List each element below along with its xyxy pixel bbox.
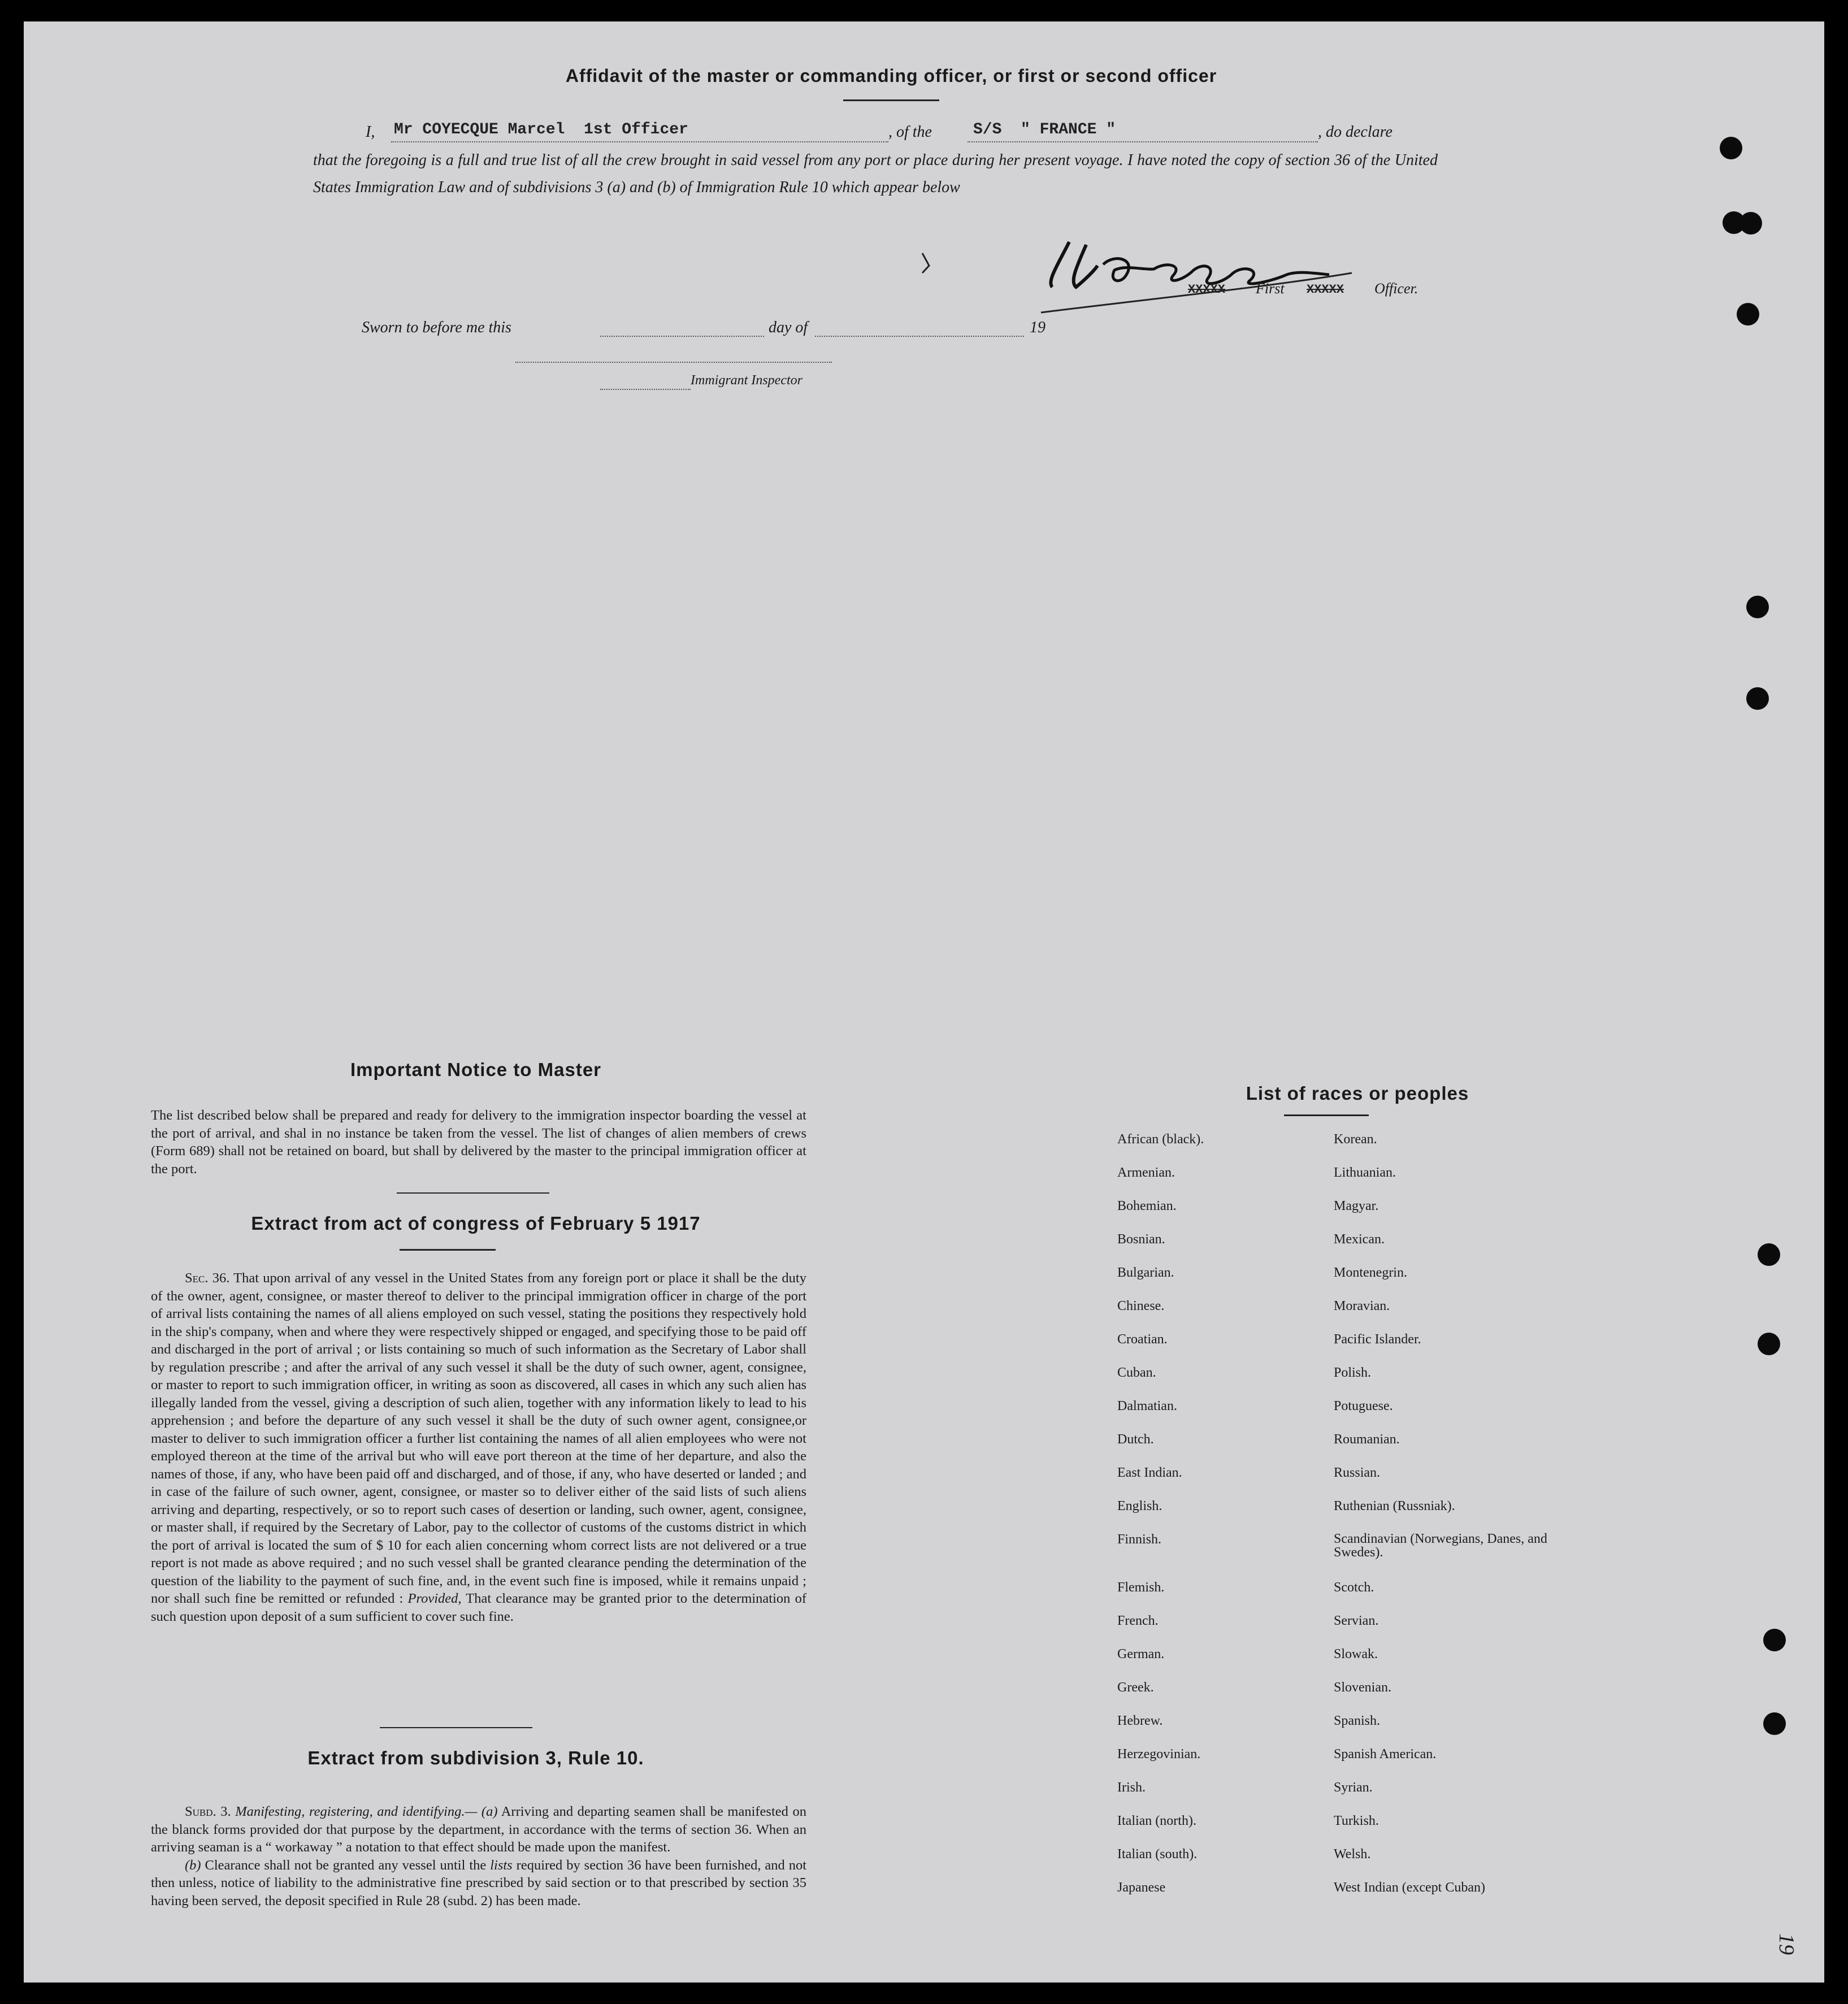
subd3-text-b2: required by section 36 have been furnished, and not then unless, notice of liability to the administrative fine prescribed by said section or to that prescribed by section 35 having been served, the deposit specified in Rule 28 (subd. 2) has been made. bbox=[151, 1857, 807, 1908]
race-item: Potuguese. bbox=[1334, 1399, 1393, 1413]
race-item: Chinese. bbox=[1117, 1299, 1165, 1313]
race-item: African (black). bbox=[1117, 1132, 1204, 1147]
race-item: Syrian. bbox=[1334, 1780, 1373, 1795]
officer-strike-2: XXXXX bbox=[1307, 283, 1344, 297]
race-item: Hebrew. bbox=[1117, 1714, 1163, 1728]
race-item: Irish. bbox=[1117, 1780, 1146, 1795]
officer-first: First bbox=[1256, 280, 1285, 297]
race-item: Flemish. bbox=[1117, 1580, 1165, 1595]
notice-rule bbox=[397, 1192, 549, 1194]
sworn-month-line bbox=[815, 336, 1024, 337]
race-item: Spanish American. bbox=[1334, 1747, 1437, 1762]
race-item: Japanese bbox=[1117, 1880, 1166, 1895]
manifest-page bbox=[24, 21, 1824, 1983]
race-item: Montenegrin. bbox=[1334, 1265, 1407, 1280]
punch-hole bbox=[1763, 1629, 1786, 1651]
race-item: Finnish. bbox=[1117, 1532, 1162, 1547]
race-item: Bulgarian. bbox=[1117, 1265, 1174, 1280]
inspector-label: Immigrant Inspector bbox=[691, 373, 802, 388]
affidavit-i: I, bbox=[366, 123, 375, 141]
affidavit-name-value: Mr COYECQUE Marcel 1st Officer bbox=[394, 121, 688, 138]
race-item: Pacific Islander. bbox=[1334, 1332, 1421, 1347]
officer-title: Officer. bbox=[1374, 280, 1418, 297]
race-item: Slowak. bbox=[1334, 1647, 1378, 1662]
race-item: Polish. bbox=[1334, 1365, 1372, 1380]
punch-hole bbox=[1746, 596, 1769, 618]
page-number: 19 bbox=[1775, 1933, 1798, 1955]
affidavit-title-rule bbox=[843, 99, 939, 101]
sec36-body: That upon arrival of any vessel in the United States from any foreign port or place it shall be the duty of the owner, agent, consignee, or master thereof to deliver to the principal immigration officer in charge of the port of arrival lists containing the names of all aliens employed on such vessel, stating the positions they respectively hold in the ship's company, when and where they were respectively shipped or engaged, and specifying those to be paid off and discharged in the port of arrival ; or lists containing so much of such information as the Secretary of Labor shall by regulation prescribe ; and after the arrival of any such vessel it shall be the duty of such owner, agent, consignee, or master to report to such immigration officer, in writing as soon as discovered, all cases in which any such alien has illegally landed from the vessel, giving a description of such alien, together with any information likely to lead to his apprehension ; and before the departure of any such vessel it shall be the duty of such owner agent, consignee,or master to deliver to such immigration officer a further list containing the names of all alien employees who were not employed thereon at the time of the arrival but who will eave port thereon at the time of her departure, and also the names of those, if any, who have been paid off and discharged, and of those, if any, who have deserted or landed ; and in case of the failure of such owner, agent, consignee, or master so to deliver either of the said lists of such aliens arriving and departing, respectively, or so to report such cases of desertion or landing, such owner, agent, consignee, or master shall, if required by the Secretary of Labor, pay to the collector of customs of the customs district in which the port of arrival is located the sum of $ 10 for each alien concerning whom correct lists are not delivered or a true report is not made as above required ; and no such vessel shall be granted clearance pending the determination of the question of the liability to the payment of such fine, and, in the event such fine is imposed, while it remains unpaid ; nor shall such fine be remitted or refunded : bbox=[151, 1270, 806, 1606]
punch-hole bbox=[1746, 687, 1769, 710]
sec36-body-end: That clearance may be granted prior to the determination of such question upon deposit of a sum sufficient to cover such fine. bbox=[151, 1591, 806, 1624]
extract1-text bbox=[151, 1269, 806, 1625]
punch-hole bbox=[1739, 212, 1762, 235]
subd3-label: Subd. 3. bbox=[185, 1804, 231, 1819]
race-item: Bohemian. bbox=[1117, 1199, 1177, 1213]
affidavit-ship-value: S/S " FRANCE " bbox=[973, 121, 1116, 138]
race-item: Dutch. bbox=[1117, 1432, 1154, 1447]
extract2-title: Extract from subdivision 3, Rule 10. bbox=[307, 1747, 644, 1768]
race-item: Moravian. bbox=[1334, 1299, 1390, 1313]
punch-hole bbox=[1758, 1243, 1780, 1266]
punch-hole bbox=[1737, 303, 1759, 326]
race-item: Greek. bbox=[1117, 1680, 1154, 1695]
race-item: Armenian. bbox=[1117, 1165, 1175, 1180]
race-item: Scandinavian (Norwegians, Danes, and Swedes). bbox=[1334, 1532, 1547, 1560]
punch-hole bbox=[1758, 1333, 1780, 1355]
inspector-line-2 bbox=[600, 389, 691, 390]
affidavit-of-the: , of the bbox=[888, 123, 932, 141]
race-item: Servian. bbox=[1334, 1613, 1379, 1628]
affidavit-body: that the foregoing is a full and true list of all the crew brought in said vessel from any port or place during her present voyage. I have noted the copy of section 36 of the United States Immigration Law and of subdivisions 3 (a) and (b) of Immigration Rule 10 which appear below bbox=[313, 151, 1438, 196]
race-item: Cuban. bbox=[1117, 1365, 1156, 1380]
race-item: French. bbox=[1117, 1613, 1159, 1628]
notice-title: Important Notice to Master bbox=[350, 1059, 602, 1080]
extract2-text bbox=[151, 1803, 806, 1910]
subd3-lists: lists bbox=[490, 1857, 513, 1873]
sworn-label: Sworn to before me this bbox=[362, 319, 511, 336]
races-title-rule bbox=[1284, 1114, 1369, 1116]
race-item: Bosnian. bbox=[1117, 1232, 1165, 1247]
race-item: English. bbox=[1117, 1499, 1162, 1513]
race-item: Dalmatian. bbox=[1117, 1399, 1177, 1413]
race-item: Korean. bbox=[1334, 1132, 1377, 1147]
ship-line bbox=[968, 141, 1318, 142]
race-item: Turkish. bbox=[1334, 1814, 1379, 1828]
inspector-line-1 bbox=[515, 362, 832, 363]
sworn-year: 19 bbox=[1030, 319, 1046, 336]
extract1-end-rule bbox=[380, 1727, 532, 1728]
race-item: West Indian (except Cuban) bbox=[1334, 1880, 1485, 1895]
race-item: Welsh. bbox=[1334, 1847, 1371, 1862]
sec36-label: Sec. 36. bbox=[185, 1270, 230, 1286]
race-item: Mexican. bbox=[1334, 1232, 1385, 1247]
race-item: Russian. bbox=[1334, 1465, 1381, 1480]
punch-hole bbox=[1763, 1712, 1786, 1735]
affidavit-title: Affidavit of the master or commanding officer, or first or second officer bbox=[565, 66, 1217, 86]
signature-image bbox=[900, 231, 1454, 321]
subd3-heading: Manifesting, registering, and identifying.— (a) bbox=[235, 1804, 498, 1819]
sworn-day-of: day of bbox=[769, 319, 808, 336]
race-item: Spanish. bbox=[1334, 1714, 1381, 1728]
sec36-provided: Provided, bbox=[407, 1591, 462, 1606]
race-item: Herzegovinian. bbox=[1117, 1747, 1201, 1762]
name-line bbox=[391, 141, 888, 142]
extract1-rule bbox=[400, 1249, 496, 1251]
affidavit-do-declare: , do declare bbox=[1318, 123, 1392, 141]
race-item: Italian (south). bbox=[1117, 1847, 1198, 1862]
subd3-b-label: (b) bbox=[185, 1857, 201, 1873]
notice-text: The list described below shall be prepared and ready for delivery to the immigration inspector boarding the vessel at the port of arrival, and shal in no instance be taken from the vessel. The list of changes of alien members of crews (Form 689) shall not be retained on board, but shall by delivered by the master to the principal immigration officer at the port. bbox=[151, 1108, 806, 1177]
punch-hole bbox=[1720, 137, 1742, 159]
race-item: Croatian. bbox=[1117, 1332, 1168, 1347]
race-item: German. bbox=[1117, 1647, 1165, 1662]
subd3-text-b1: Clearance shall not be granted any vessel until the bbox=[205, 1857, 487, 1873]
race-item: Roumanian. bbox=[1334, 1432, 1400, 1447]
race-item: Scotch. bbox=[1334, 1580, 1374, 1595]
race-item: Lithuanian. bbox=[1334, 1165, 1396, 1180]
sworn-day-line bbox=[600, 336, 764, 337]
extract1-title: Extract from act of congress of February 5 1917 bbox=[251, 1213, 701, 1234]
race-item: Slovenian. bbox=[1334, 1680, 1391, 1695]
race-item: Magyar. bbox=[1334, 1199, 1379, 1213]
subd3-text-a: Arriving and departing seamen shall be manifested on the blanck forms provided dor that purpose by the department, in accordance with the terms of section 36. When an arriving seaman is a “ workaway ” a notation to that effect should be made upon the manifest. bbox=[151, 1804, 806, 1855]
race-item: Italian (north). bbox=[1117, 1814, 1196, 1828]
officer-strike-1: XXXXX bbox=[1188, 283, 1226, 297]
race-item: Ruthenian (Russniak). bbox=[1334, 1499, 1455, 1513]
races-title: List of races or peoples bbox=[1246, 1083, 1469, 1104]
race-item: East Indian. bbox=[1117, 1465, 1182, 1480]
